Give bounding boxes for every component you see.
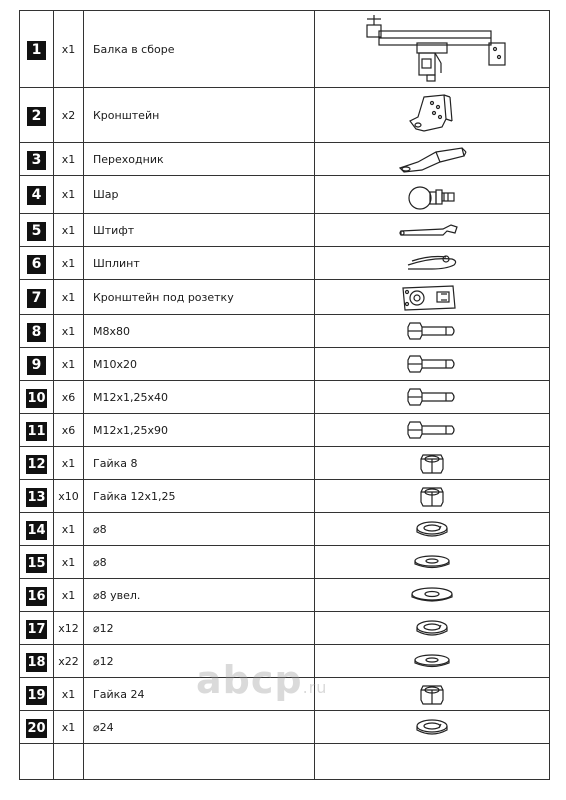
bolt-icon <box>315 385 549 409</box>
table-row <box>20 513 550 546</box>
tow-ball-icon <box>315 178 549 212</box>
flat-washer-icon <box>315 553 549 571</box>
part-image-cell <box>315 678 550 711</box>
quantity-cell: x1 <box>54 348 84 381</box>
part-image-cell <box>315 447 550 480</box>
part-name-cell: Переходник <box>84 143 315 176</box>
table-row <box>20 214 550 247</box>
part-name-cell: ⌀12 <box>84 645 315 678</box>
item-number-badge: 1 <box>27 41 46 60</box>
item-number-badge: 11 <box>27 423 46 439</box>
bolt-icon <box>315 418 549 442</box>
part-name-cell: Штифт <box>84 214 315 247</box>
socket-bracket-icon <box>315 280 549 314</box>
item-number-cell <box>20 612 54 645</box>
table-row <box>20 381 550 414</box>
part-name-cell: М12х1,25х90 <box>84 414 315 447</box>
pin-icon <box>315 221 549 239</box>
item-number-cell <box>20 88 54 143</box>
quantity-cell: x1 <box>54 11 84 88</box>
bolt-icon <box>315 352 549 376</box>
part-image-cell <box>315 513 550 546</box>
quantity-cell: x1 <box>54 513 84 546</box>
spring-washer-icon <box>315 716 549 738</box>
quantity-cell: x6 <box>54 381 84 414</box>
part-name-cell: Балка в сборе <box>84 11 315 88</box>
adapter-icon <box>315 144 549 174</box>
item-number-badge: 8 <box>27 323 46 342</box>
part-image-cell <box>315 214 550 247</box>
table-row <box>20 612 550 645</box>
bracket-icon <box>315 91 549 139</box>
item-number-cell <box>20 744 54 780</box>
item-number-cell <box>20 513 54 546</box>
flat-washer-icon <box>315 652 549 670</box>
item-number-badge: 6 <box>27 255 46 274</box>
part-image-cell <box>315 744 550 780</box>
part-name-cell: Гайка 24 <box>84 678 315 711</box>
table-row <box>20 711 550 744</box>
bolt-icon <box>315 319 549 343</box>
quantity-cell: x1 <box>54 678 84 711</box>
table-row <box>20 348 550 381</box>
table-row <box>20 280 550 315</box>
part-image-cell <box>315 176 550 214</box>
part-image-cell <box>315 711 550 744</box>
hex-nut-icon <box>315 484 549 508</box>
part-name-cell: М10х20 <box>84 348 315 381</box>
item-number-badge: 5 <box>27 222 46 241</box>
table-row <box>20 480 550 513</box>
item-number-cell <box>20 678 54 711</box>
item-number-cell <box>20 11 54 88</box>
quantity-cell: x1 <box>54 447 84 480</box>
item-number-badge: 3 <box>27 151 46 170</box>
quantity-cell: x1 <box>54 176 84 214</box>
item-number-cell <box>20 480 54 513</box>
item-number-badge: 7 <box>27 289 46 308</box>
quantity-cell: x2 <box>54 88 84 143</box>
item-number-cell <box>20 546 54 579</box>
item-number-badge: 19 <box>27 687 46 703</box>
item-number-cell <box>20 176 54 214</box>
part-image-cell <box>315 247 550 280</box>
part-name-cell: Кронштейн под розетку <box>84 280 315 315</box>
table-row <box>20 579 550 612</box>
spring-washer-icon <box>315 518 549 540</box>
item-number-cell <box>20 414 54 447</box>
part-name-cell: ⌀24 <box>84 711 315 744</box>
tow-beam-icon <box>315 15 549 83</box>
part-name-cell: ⌀8 <box>84 513 315 546</box>
part-name-cell: Шар <box>84 176 315 214</box>
table-row <box>20 546 550 579</box>
part-name-cell: ⌀12 <box>84 612 315 645</box>
item-number-badge: 14 <box>27 522 46 538</box>
item-number-cell <box>20 143 54 176</box>
item-number-cell <box>20 214 54 247</box>
quantity-cell: x10 <box>54 480 84 513</box>
part-name-cell <box>84 744 315 780</box>
watermark-text: abcp <box>196 658 303 702</box>
item-number-badge: 15 <box>27 555 46 571</box>
item-number-badge: 9 <box>27 356 46 375</box>
item-number-cell <box>20 315 54 348</box>
item-number-badge: 17 <box>27 621 46 637</box>
part-image-cell <box>315 546 550 579</box>
part-name-cell: ⌀8 увел. <box>84 579 315 612</box>
quantity-cell: x12 <box>54 612 84 645</box>
hex-nut-icon <box>315 682 549 706</box>
item-number-badge: 18 <box>27 654 46 670</box>
table-row <box>20 11 550 88</box>
part-name-cell: Гайка 8 <box>84 447 315 480</box>
quantity-cell: x1 <box>54 315 84 348</box>
quantity-cell: x1 <box>54 711 84 744</box>
quantity-cell <box>54 744 84 780</box>
table-row <box>20 143 550 176</box>
item-number-cell <box>20 348 54 381</box>
part-image-cell <box>315 645 550 678</box>
watermark <box>196 658 327 702</box>
item-number-cell <box>20 645 54 678</box>
quantity-cell: x1 <box>54 143 84 176</box>
part-name-cell: М8х80 <box>84 315 315 348</box>
part-image-cell <box>315 143 550 176</box>
part-name-cell: Гайка 12х1,25 <box>84 480 315 513</box>
part-name-cell: Шплинт <box>84 247 315 280</box>
part-image-cell <box>315 381 550 414</box>
quantity-cell: x1 <box>54 546 84 579</box>
cotter-pin-icon <box>315 253 549 273</box>
part-image-cell <box>315 88 550 143</box>
item-number-cell <box>20 381 54 414</box>
item-number-cell <box>20 447 54 480</box>
part-image-cell <box>315 579 550 612</box>
hex-nut-icon <box>315 451 549 475</box>
part-image-cell <box>315 414 550 447</box>
item-number-badge: 20 <box>27 720 46 736</box>
item-number-cell <box>20 711 54 744</box>
item-number-badge: 12 <box>27 456 46 472</box>
quantity-cell: x6 <box>54 414 84 447</box>
table-row <box>20 414 550 447</box>
part-image-cell <box>315 11 550 88</box>
part-image-cell <box>315 280 550 315</box>
item-number-cell <box>20 280 54 315</box>
quantity-cell: x1 <box>54 280 84 315</box>
item-number-badge: 2 <box>27 107 46 126</box>
table-row <box>20 315 550 348</box>
item-number-badge: 16 <box>27 588 46 604</box>
quantity-cell: x1 <box>54 214 84 247</box>
quantity-cell: x1 <box>54 247 84 280</box>
part-name-cell: ⌀8 <box>84 546 315 579</box>
table-row <box>20 247 550 280</box>
part-name-cell: Кронштейн <box>84 88 315 143</box>
part-image-cell <box>315 480 550 513</box>
item-number-badge: 13 <box>27 489 46 505</box>
watermark-tld: .ru <box>302 678 328 697</box>
item-number-cell <box>20 579 54 612</box>
table-row <box>20 88 550 143</box>
quantity-cell: x1 <box>54 579 84 612</box>
item-number-cell <box>20 247 54 280</box>
part-image-cell <box>315 348 550 381</box>
part-image-cell <box>315 315 550 348</box>
quantity-cell: x22 <box>54 645 84 678</box>
part-image-cell <box>315 612 550 645</box>
spring-washer-icon <box>315 617 549 639</box>
table-row <box>20 176 550 214</box>
item-number-badge: 10 <box>27 390 46 406</box>
item-number-badge: 4 <box>27 186 46 205</box>
large-washer-icon <box>315 585 549 605</box>
part-name-cell: М12х1,25х40 <box>84 381 315 414</box>
table-row <box>20 447 550 480</box>
table-row <box>20 744 550 780</box>
